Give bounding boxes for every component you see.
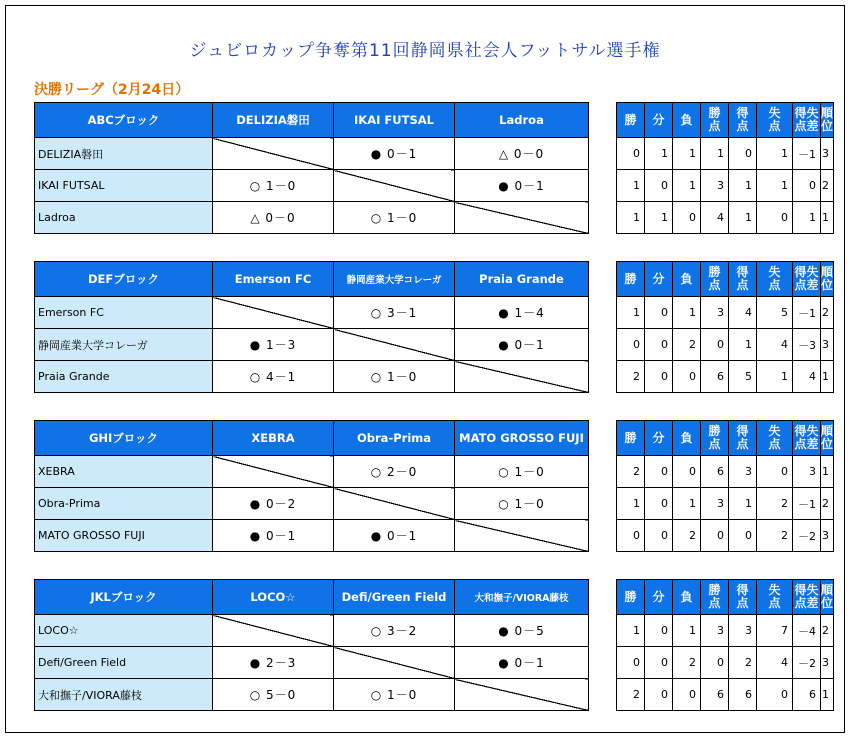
stat-value: 0 [757,679,793,711]
stat-value: 0 [645,297,673,329]
table-row [35,297,834,329]
match-result: ○ 1－0 [334,679,455,711]
stat-value: 1 [645,202,673,234]
stat-value: 1 [821,361,834,393]
stat-value: 0 [701,520,729,552]
team-column-header: DELIZIA磐田 [213,103,334,138]
self-match-cell [213,297,334,329]
column-gap [589,456,617,488]
stat-value: 4 [701,202,729,234]
stat-value: 5 [757,297,793,329]
page-frame [5,5,845,733]
stat-value: 0 [645,488,673,520]
team-column-header: Obra-Prima [334,421,455,456]
column-gap [589,103,617,138]
stat-header: 分 [645,421,673,456]
match-result: ● 0－5 [455,615,589,647]
column-gap [589,329,617,361]
stat-value: 1 [673,615,701,647]
stat-value: 0 [701,647,729,679]
stat-value: 1 [757,361,793,393]
block-name: GHIブロック [35,421,213,456]
self-match-cell [213,456,334,488]
self-match-cell [455,679,589,711]
stat-value: 5 [729,361,757,393]
stat-value: 1 [729,329,757,361]
stat-value: 2 [821,170,834,202]
stat-value: 3 [821,138,834,170]
section-subtitle: 決勝リーグ（2月24日） [34,82,190,98]
stat-header: 負 [673,580,701,615]
stat-value: 0 [729,520,757,552]
match-result: ○ 1－0 [455,456,589,488]
stat-value: 0 [793,170,821,202]
stat-value: 0 [673,456,701,488]
stat-header: 勝 [617,262,645,297]
stat-header: 負 [673,421,701,456]
stat-value: －3 [793,329,821,361]
stat-value: 1 [701,138,729,170]
stat-header: 順 位 [821,580,834,615]
stat-value: 1 [729,202,757,234]
column-gap [589,488,617,520]
stat-header: 失 点 [757,580,793,615]
stat-header: 勝 点 [701,580,729,615]
stat-value: 2 [757,520,793,552]
stat-value: 2 [673,329,701,361]
stat-header: 得 点 [729,580,757,615]
team-name: Ladroa [35,202,213,234]
match-result: △ 0－0 [213,202,334,234]
stat-header: 得失 点差 [793,262,821,297]
stat-header: 順 位 [821,262,834,297]
stat-value: 2 [673,520,701,552]
stat-value: 1 [673,170,701,202]
match-result: ○ 3－1 [334,297,455,329]
column-gap [589,421,617,456]
stat-value: 0 [617,520,645,552]
stat-value: 2 [821,297,834,329]
match-result: ○ 1－0 [334,361,455,393]
stat-value: 2 [617,679,645,711]
stat-header: 得失 点差 [793,421,821,456]
stat-header: 負 [673,103,701,138]
stat-value: －1 [793,488,821,520]
stat-value: 0 [645,361,673,393]
stat-header: 勝 [617,421,645,456]
match-result: ● 0－1 [455,170,589,202]
stat-value: 2 [821,615,834,647]
stat-header: 失 点 [757,421,793,456]
stat-value: 0 [617,329,645,361]
stat-value: 1 [821,202,834,234]
team-name: IKAI FUTSAL [35,170,213,202]
stat-value: 3 [793,456,821,488]
team-column-header: Ladroa [455,103,589,138]
stat-header: 順 位 [821,103,834,138]
stat-value: 2 [673,647,701,679]
stat-value: 6 [701,361,729,393]
match-result: ○ 3－2 [334,615,455,647]
league-table [34,420,834,552]
table-row [35,647,834,679]
column-gap [589,520,617,552]
stat-value: 3 [701,170,729,202]
stat-header: 得 点 [729,421,757,456]
stat-value: 6 [793,679,821,711]
self-match-cell [334,488,455,520]
stat-value: 1 [673,488,701,520]
page-title: ジュビロカップ争奪第11回静岡県社会人フットサル選手権 [189,41,661,61]
match-result: ● 0－1 [334,520,455,552]
stat-value: 1 [757,170,793,202]
stat-value: 1 [757,138,793,170]
stat-value: 4 [757,329,793,361]
league-table [34,102,834,234]
team-column-header: MATO GROSSO FUJI [455,421,589,456]
stat-value: －2 [793,647,821,679]
stat-header: 得失 点差 [793,103,821,138]
stat-value: 3 [701,297,729,329]
stat-value: 1 [617,170,645,202]
stat-header: 勝 点 [701,421,729,456]
stat-value: 1 [617,202,645,234]
stat-value: 1 [617,297,645,329]
stat-value: 1 [729,170,757,202]
stat-header: 得 点 [729,103,757,138]
stat-value: 0 [645,679,673,711]
column-gap [589,138,617,170]
stat-header: 勝 [617,103,645,138]
match-result: ● 1－4 [455,297,589,329]
stat-value: －1 [793,297,821,329]
stat-value: 0 [645,615,673,647]
self-match-cell [455,520,589,552]
stat-value: 2 [821,488,834,520]
stat-value: 1 [821,456,834,488]
stat-header: 失 点 [757,103,793,138]
stat-header: 勝 点 [701,103,729,138]
match-result: ○ 5－0 [213,679,334,711]
column-gap [589,615,617,647]
stat-value: 1 [793,202,821,234]
column-gap [589,580,617,615]
stat-value: 0 [673,361,701,393]
stat-value: 6 [701,679,729,711]
team-name: 大和撫子/VIORA藤枝 [35,679,213,711]
stat-value: －1 [793,138,821,170]
league-table [34,579,834,711]
self-match-cell [334,170,455,202]
column-gap [589,170,617,202]
stat-value: 3 [821,520,834,552]
match-result: ○ 1－0 [334,202,455,234]
table-row [35,615,834,647]
self-match-cell [334,647,455,679]
team-column-header: 静岡産業大学コレーガ [334,262,455,297]
stat-value: 0 [673,679,701,711]
league-table [34,261,834,393]
stat-value: 3 [729,615,757,647]
table-row [35,361,834,393]
stat-header: 負 [673,262,701,297]
team-name: Praia Grande [35,361,213,393]
stat-value: 3 [821,329,834,361]
column-gap [589,262,617,297]
stat-value: 1 [617,615,645,647]
stat-header: 順 位 [821,421,834,456]
match-result: ● 1－3 [213,329,334,361]
team-column-header: IKAI FUTSAL [334,103,455,138]
stat-value: 3 [821,647,834,679]
match-result: ● 0－1 [455,329,589,361]
team-column-header: LOCO☆ [213,580,334,615]
stat-value: 1 [673,297,701,329]
stat-value: 4 [757,647,793,679]
stat-header: 勝 [617,580,645,615]
match-result: △ 0－0 [455,138,589,170]
stat-value: 0 [645,647,673,679]
stat-value: 2 [617,456,645,488]
team-column-header: Emerson FC [213,262,334,297]
team-name: 静岡産業大学コレーガ [35,329,213,361]
column-gap [589,647,617,679]
stat-header: 得失 点差 [793,580,821,615]
stat-header: 分 [645,262,673,297]
stat-value: 0 [757,202,793,234]
table-row [35,138,834,170]
stat-value: 4 [729,297,757,329]
team-column-header: Praia Grande [455,262,589,297]
stat-value: 6 [729,679,757,711]
stat-value: 6 [701,456,729,488]
match-result: ● 0－1 [334,138,455,170]
stat-value: 3 [729,456,757,488]
stat-value: 1 [673,138,701,170]
match-result: ● 0－1 [455,647,589,679]
stat-header: 勝 点 [701,262,729,297]
table-row [35,488,834,520]
stat-value: 0 [673,202,701,234]
stat-value: 1 [729,488,757,520]
stat-value: 1 [821,679,834,711]
block-name: DEFブロック [35,262,213,297]
block-name: JKLブロック [35,580,213,615]
team-name: XEBRA [35,456,213,488]
self-match-cell [213,615,334,647]
column-gap [589,297,617,329]
self-match-cell [213,138,334,170]
match-result: ● 0－2 [213,488,334,520]
team-name: DELIZIA磐田 [35,138,213,170]
table-row [35,679,834,711]
stat-value: 0 [645,520,673,552]
stat-value: －2 [793,520,821,552]
stat-value: 0 [617,647,645,679]
stat-value: 0 [729,138,757,170]
match-result: ● 2－3 [213,647,334,679]
stat-value: 7 [757,615,793,647]
match-result: ● 0－1 [213,520,334,552]
stat-value: 2 [729,647,757,679]
team-name: Defi/Green Field [35,647,213,679]
stat-value: 2 [617,361,645,393]
team-name: Obra-Prima [35,488,213,520]
match-result: ○ 2－0 [334,456,455,488]
stat-value: 0 [701,329,729,361]
team-name: Emerson FC [35,297,213,329]
table-row [35,456,834,488]
stat-value: 0 [645,170,673,202]
stat-value: 4 [793,361,821,393]
table-row [35,329,834,361]
stat-header: 得 点 [729,262,757,297]
block-name: ABCブロック [35,103,213,138]
team-column-header: 大和撫子/VIORA藤枝 [455,580,589,615]
stat-header: 分 [645,103,673,138]
stat-header: 失 点 [757,262,793,297]
column-gap [589,679,617,711]
stat-value: 0 [757,456,793,488]
stat-value: －4 [793,615,821,647]
team-column-header: XEBRA [213,421,334,456]
stat-value: 3 [701,488,729,520]
stat-value: 2 [757,488,793,520]
column-gap [589,361,617,393]
team-name: LOCO☆ [35,615,213,647]
stat-value: 0 [645,329,673,361]
stat-value: 1 [645,138,673,170]
column-gap [589,202,617,234]
team-name: MATO GROSSO FUJI [35,520,213,552]
self-match-cell [455,361,589,393]
stat-value: 0 [617,138,645,170]
table-row [35,170,834,202]
match-result: ○ 1－0 [213,170,334,202]
match-result: ○ 4－1 [213,361,334,393]
self-match-cell [455,202,589,234]
team-column-header: Defi/Green Field [334,580,455,615]
stat-value: 3 [701,615,729,647]
stat-value: 1 [617,488,645,520]
table-row [35,520,834,552]
self-match-cell [334,329,455,361]
stat-header: 分 [645,580,673,615]
table-row [35,202,834,234]
match-result: ○ 1－0 [455,488,589,520]
stat-value: 0 [645,456,673,488]
